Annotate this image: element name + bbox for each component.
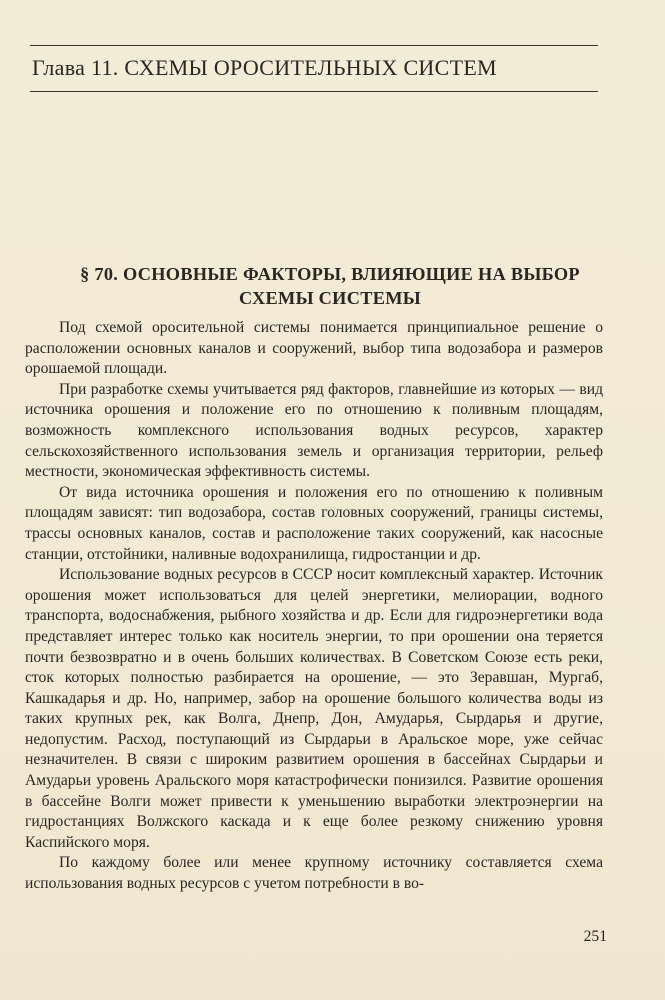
- paragraph-3: От вида источника орошения и положения его по отношению к поливным площадям зависят: тип водозабора, состав головных сооружений, границы системы, трассы основных каналов, состав и расположение таких сооружений, как насосные станции, отстойники, наливные водохранилища, гидростанции и др.: [25, 483, 603, 563]
- section-heading: [40, 262, 620, 310]
- header-rule-top: [30, 45, 598, 46]
- page-number: 251: [583, 928, 607, 945]
- chapter-title: Глава 11. СХЕМЫ ОРОСИТЕЛЬНЫХ СИСТЕМ: [32, 55, 497, 80]
- paragraph-4: Использование водных ресурсов в СССР носит комплексный характер. Источник орошения может использоваться для целей энергетики, мелиорации, водного транспорта, водоснабжения, рыбного хозяйства и др. Если для гидроэнергетики вода представляет интерес только как носитель энергии, то при орошении она теряется почти безвозвратно и в очень больших количествах. В Советском Союзе есть реки, сток которых полностью разбирается на орошение, — это Зеравшан, Мургаб, Кашкадарья и др. Но, например, забор на орошение большого количества воды из таких крупных рек, как Волга, Днепр, Дон, Амударья, Сырдарья и другие, недопустим. Расход, поступающий из Сырдарьи в Аральское море, уже сейчас незначителен. В связи с широким развитием орошения в бассейнах Сырдарьи и Амударьи уровень Аральского моря катастрофически понизился. Развитие орошения в бассейне Волги может привести к уменьшению выработки электроэнергии на гидростанциях Волжского каскада и к еще более резкому снижению уровня Каспийского моря.: [25, 566, 603, 851]
- paragraph-1: Под схемой оросительной системы понимается принципиальное решение о расположении основных каналов и сооружений, выбор типа водозабора и размеров орошаемой площади.: [25, 319, 603, 378]
- paragraph-5: По каждому более или менее крупному источнику составляется схема использования водных ресурсов с учетом потребности в во-: [25, 854, 603, 893]
- section-heading-line-2: СХЕМЫ СИСТЕМЫ: [238, 288, 422, 308]
- section-heading-line-1: § 70. ОСНОВНЫЕ ФАКТОРЫ, ВЛИЯЮЩИЕ НА ВЫБОР: [80, 264, 580, 284]
- header-rule-bottom: [30, 91, 598, 92]
- body-text: [25, 318, 603, 895]
- paragraph-2: При разработке схемы учитывается ряд факторов, главнейшие из которых — вид источника орошения и положение его по отношению к поливным площадям, возможность комплексного использования водных ресурсов, характер сельскохозяйственного использования земель и организация территории, рельеф местности, экономическая эффективность системы.: [25, 380, 603, 481]
